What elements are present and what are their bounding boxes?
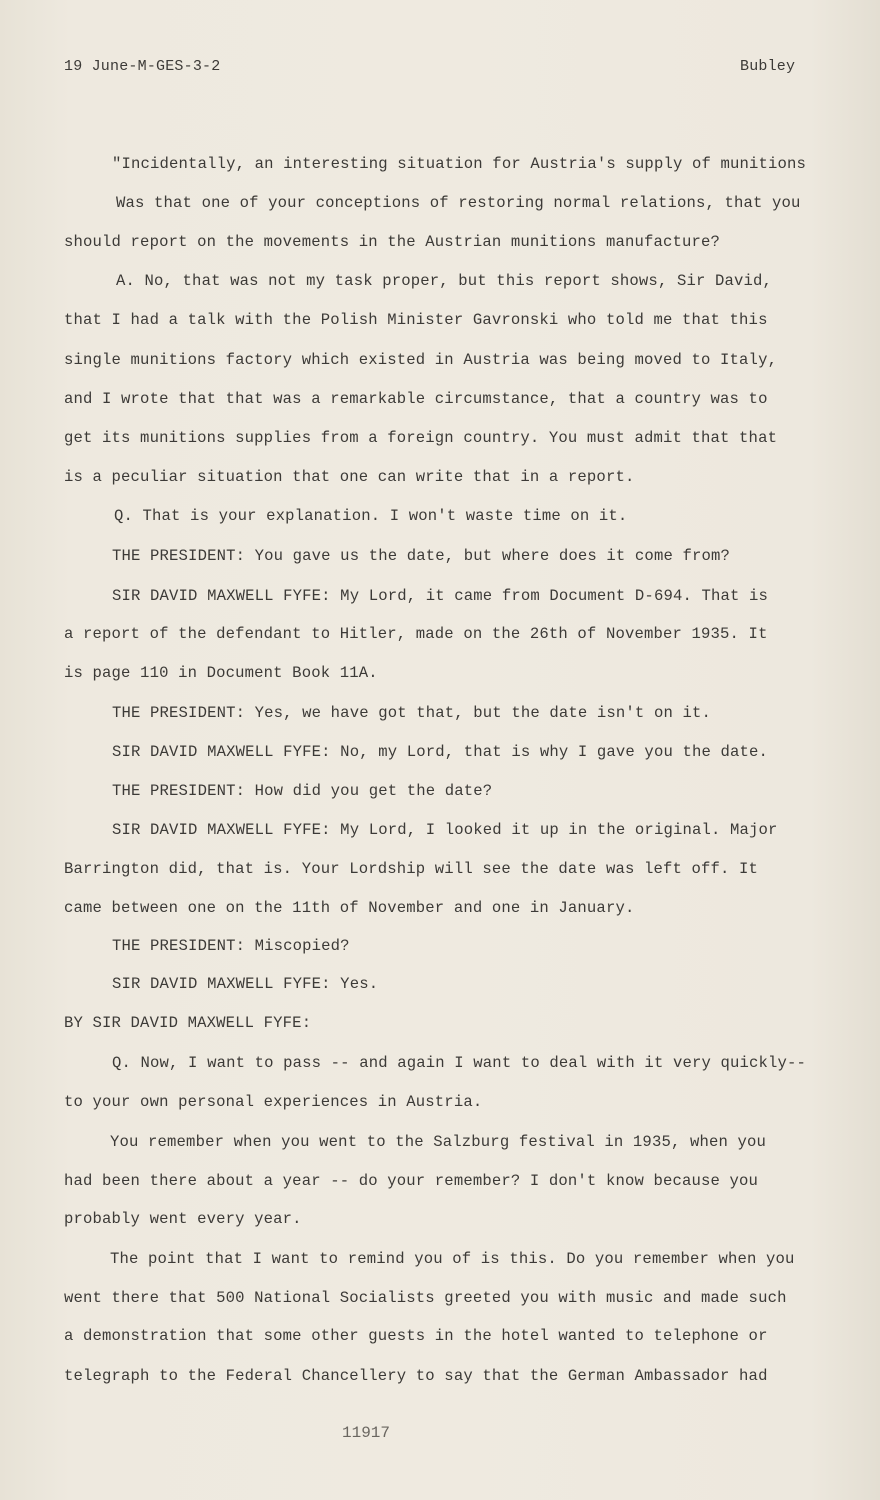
text-line: The point that I want to remind you of is this. Do you remember when you [110,1250,795,1268]
text-line: BY SIR DAVID MAXWELL FYFE: [64,1014,312,1032]
text-line: THE PRESIDENT: You gave us the date, but where does it come from? [112,547,731,565]
text-line: single munitions factory which existed in Austria was being moved to Italy, [64,351,778,369]
text-line: THE PRESIDENT: Miscopied? [112,937,350,955]
text-line: "Incidentally, an interesting situation for Austria's supply of munitions [112,155,807,173]
text-line: and I wrote that that was a remarkable circumstance, that a country was to [64,390,768,408]
text-line: A. No, that was not my task proper, but this report shows, Sir David, [116,272,773,290]
text-line: is a peculiar situation that one can write that in a report. [64,468,635,486]
text-line: get its munitions supplies from a foreign country. You must admit that that [64,429,778,447]
text-line: a report of the defendant to Hitler, made on the 26th of November 1935. It [64,625,768,643]
text-line: a demonstration that some other guests in the hotel wanted to telephone or [64,1327,768,1345]
text-line: that I had a talk with the Polish Minister Gavronski who told me that this [64,311,768,329]
text-line: probably went every year. [64,1210,302,1228]
text-line: came between one on the 11th of November and one in January. [64,899,635,917]
text-line: SIR DAVID MAXWELL FYFE: Yes. [112,975,379,993]
header-reference: 19 June-M-GES-3-2 [64,58,221,75]
text-line: is page 110 in Document Book 11A. [64,664,378,682]
text-line: THE PRESIDENT: Yes, we have got that, but the date isn't on it. [112,704,711,722]
text-line: SIR DAVID MAXWELL FYFE: My Lord, it came from Document D-694. That is [112,587,769,605]
text-line: Q. Now, I want to pass -- and again I want to deal with it very quickly-- [112,1054,807,1072]
text-line: should report on the movements in the Austrian munitions manufacture? [64,233,721,251]
text-line: SIR DAVID MAXWELL FYFE: No, my Lord, that is why I gave you the date. [112,743,769,761]
text-line: went there that 500 National Socialists greeted you with music and made such [64,1289,787,1307]
text-line: You remember when you went to the Salzburg festival in 1935, when you [110,1133,767,1151]
header-reporter: Bubley [740,58,796,75]
text-line: had been there about a year -- do your remember? I don't know because you [64,1172,759,1190]
text-line: THE PRESIDENT: How did you get the date? [112,782,493,800]
page-number: 11917 [342,1424,391,1442]
text-line: Q. That is your explanation. I won't waste time on it. [114,507,628,525]
text-line: Was that one of your conceptions of restoring normal relations, that you [116,194,801,212]
text-line: telegraph to the Federal Chancellery to say that the German Ambassador had [64,1367,768,1385]
text-line: Barrington did, that is. Your Lordship will see the date was left off. It [64,860,759,878]
text-line: to your own personal experiences in Austria. [64,1093,483,1111]
text-line: SIR DAVID MAXWELL FYFE: My Lord, I looked it up in the original. Major [112,821,778,839]
